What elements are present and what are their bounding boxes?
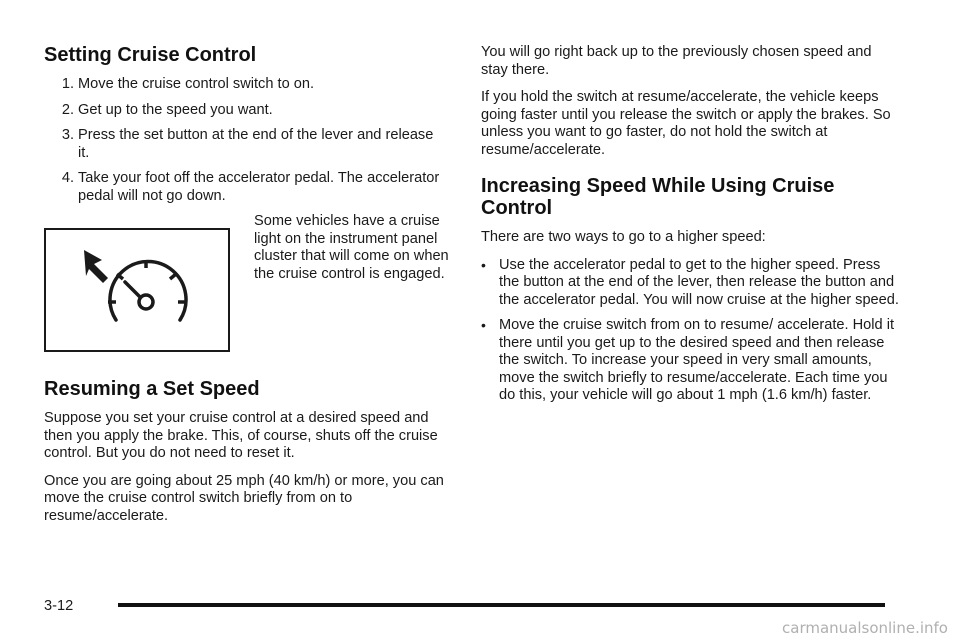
bullet-text: Move the cruise switch from on to resume/ accelerate. Hold it there until you get up to the desired speed and then release the switch. To increase your speed in very small amounts, move the switch briefly to resume/accelerate. Each time you do this, your vehicle will go about 1 mph (1.6 km/h) faster.: [499, 317, 895, 403]
bullet-icon: •: [481, 317, 486, 333]
list-item: [481, 257, 901, 310]
left-column: [44, 44, 449, 525]
cruise-light-block: [44, 213, 449, 343]
page-number: 3-12: [44, 598, 74, 614]
step-number: 2.: [61, 101, 74, 118]
resuming-paragraph-3: You will go right back up to the previously chosen speed and stay there.: [481, 44, 872, 78]
list-item: [44, 102, 444, 120]
resuming-paragraph-2: Once you are going about 25 mph (40 km/h) or more, you can move the cruise control switch briefly from on to resume/accelerate.: [44, 472, 444, 524]
list-item: [481, 317, 901, 405]
cruise-light-note: Some vehicles have a cruise light on the instrument panel cluster that will come on when the cruise control is engaged.: [254, 213, 449, 282]
step-text: Take your foot off the accelerator pedal. The accelerator pedal will not go down.: [78, 170, 440, 204]
watermark: carmanualsonline.info: [782, 619, 948, 637]
list-item: [44, 76, 444, 94]
footer-rule: [118, 603, 885, 607]
setting-steps-list: [44, 76, 444, 205]
heading-resuming-set-speed: Resuming a Set Speed: [44, 378, 260, 400]
list-item: [44, 127, 444, 162]
heading-setting-cruise-control: Setting Cruise Control: [44, 44, 257, 66]
step-number: 3.: [61, 127, 74, 143]
increasing-bullets-list: [481, 257, 901, 405]
cruise-control-speedometer-icon: [46, 230, 228, 350]
right-column: [481, 44, 901, 413]
step-text: Get up to the speed you want.: [78, 101, 273, 118]
step-text: Move the cruise control switch to on.: [78, 76, 315, 92]
increasing-intro: There are two ways to go to a higher speed:: [481, 229, 766, 245]
list-item: [44, 170, 444, 205]
step-number: 1.: [61, 76, 74, 92]
step-number: 4.: [61, 170, 74, 186]
resuming-paragraph-1: Suppose you set your cruise control at a desired speed and then you apply the brake. This, of course, shuts off the cruise control. But you do not need to reset it.: [44, 410, 438, 461]
cruise-light-figure: [44, 228, 230, 352]
heading-increasing-speed: Increasing Speed While Using Cruise Control: [481, 175, 835, 219]
step-text: Press the set button at the end of the lever and release it.: [78, 127, 434, 161]
bullet-text: Use the accelerator pedal to get to the higher speed. Press the button at the end of the lever, then release the button and the accelerator pedal. You will now cruise at the higher speed.: [499, 256, 899, 308]
resuming-paragraph-4: If you hold the switch at resume/accelerate, the vehicle keeps going faster until you release the switch or apply the brakes. So unless you want to go faster, do not hold the switch at resume/accelerate.: [481, 89, 891, 158]
bullet-icon: •: [481, 256, 486, 273]
